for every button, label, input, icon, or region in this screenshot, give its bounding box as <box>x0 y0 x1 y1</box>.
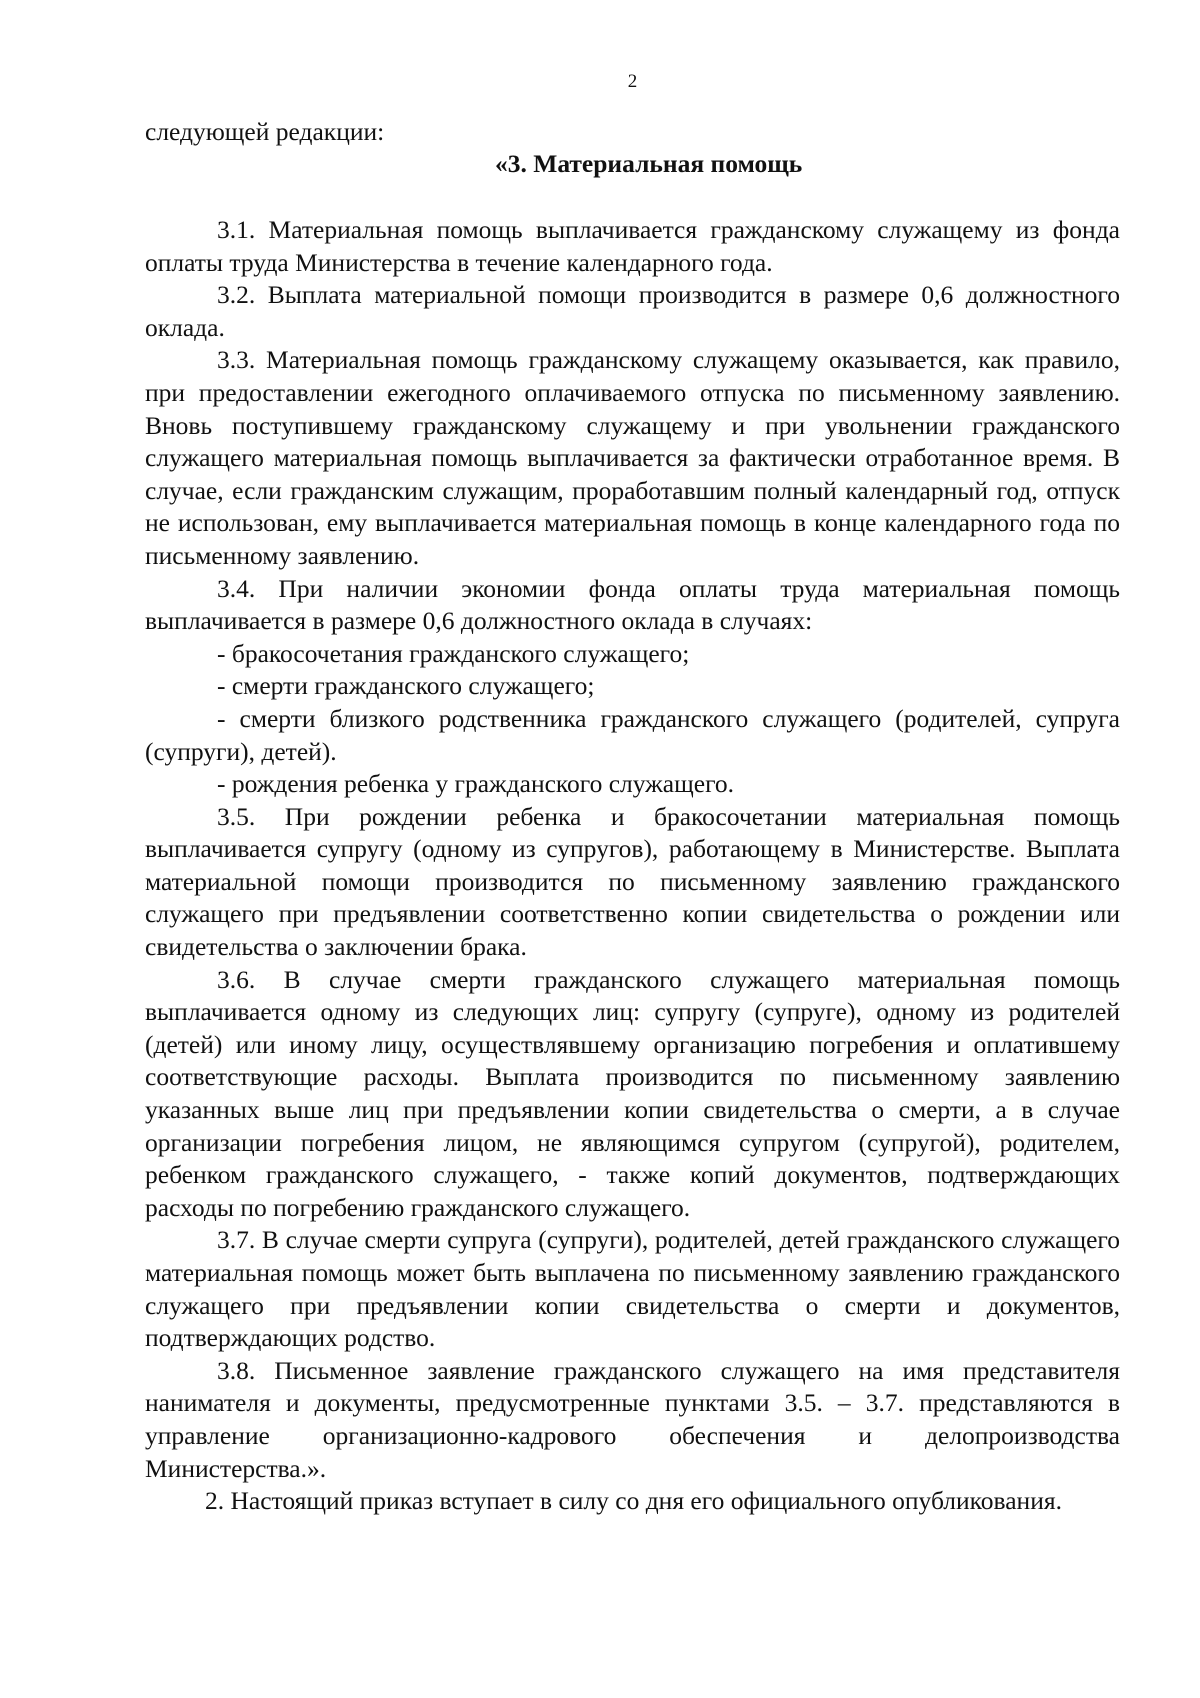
paragraph-3-7: 3.7. В случае смерти супруга (супруги), родителей, детей гражданского служащего материальная помощь может быть выплачена по письменному заявлению гражданского служащего при предъявлении копии свидетельства о смерти и документов, подтверждающих родство. <box>145 1225 1120 1353</box>
paragraph-3-4: 3.4. При наличии экономии фонда оплаты труда материальная помощь выплачивается в размере 0,6 должностного оклада в случаях: <box>145 573 1120 636</box>
paragraph-3-8: 3.8. Письменное заявление гражданского служащего на имя представителя нанимателя и документы, предусмотренные пунктами 3.5. – 3.7. представляются в управление организационно-кадрового обеспечения и делопроизводства Министерства.». <box>145 1355 1120 1483</box>
page-number: 2 <box>627 71 638 92</box>
paragraph-3-6: 3.6. В случае смерти гражданского служащего материальная помощь выплачивается одному из следующих лиц: супругу (супруге), одному из родителей (детей) или иному лицу, осуществлявшему организацию погребения и оплатившему соответствующие расходы. Выплата производится по письменному заявлению указанных выше лиц при предъявлении копии свидетельства о смерти, а в случае организации погребения лицом, не являющимся супругом (супругой), родителем, ребенком гражданского служащего, - также копий документов, подтверждающих расходы по погребению гражданского служащего. <box>145 964 1120 1222</box>
document-body <box>145 214 1120 1518</box>
section-title: «3. Материальная помощь <box>495 149 803 178</box>
paragraph-2: 2. Настоящий приказ вступает в силу со дня его официального опубликования. <box>205 1486 1062 1516</box>
list-item: - бракосочетания гражданского служащего; <box>217 638 690 668</box>
paragraph-3-2: 3.2. Выплата материальной помощи производится в размере 0,6 должностного оклада. <box>145 280 1120 342</box>
paragraph-3-3: 3.3. Материальная помощь гражданскому служащему оказывается, как правило, при предоставлении ежегодного оплачиваемого отпуска по письменному заявлению. Вновь поступившему гражданскому служащему и при увольнении гражданского служащего материальная помощь выплачивается за фактически отработанное время. В случае, если гражданским служащим, проработавшим полный календарный год, отпуск не использован, ему выплачивается материальная помощь в конце календарного года по письменному заявлению. <box>145 345 1120 570</box>
list-item: - смерти гражданского служащего; <box>217 671 595 701</box>
paragraph-3-5: 3.5. При рождении ребенка и бракосочетании материальная помощь выплачивается супругу (одному из супругов), работающему в Министерстве. Выплата материальной помощи производится по письменному заявлению гражданского служащего при предъявлении соответственно копии свидетельства о рождении или свидетельства о заключении брака. <box>145 801 1120 962</box>
list-item: - смерти близкого родственника гражданского служащего (родителей, супруга (супруги), детей). <box>145 703 1120 766</box>
list-item: - рождения ребенка у гражданского служащего. <box>217 769 735 799</box>
paragraph-3-1: 3.1. Материальная помощь выплачивается гражданскому служащему из фонда оплаты труда Министерства в течение календарного года. <box>145 215 1120 277</box>
lead-line: следующей редакции: <box>145 117 385 146</box>
